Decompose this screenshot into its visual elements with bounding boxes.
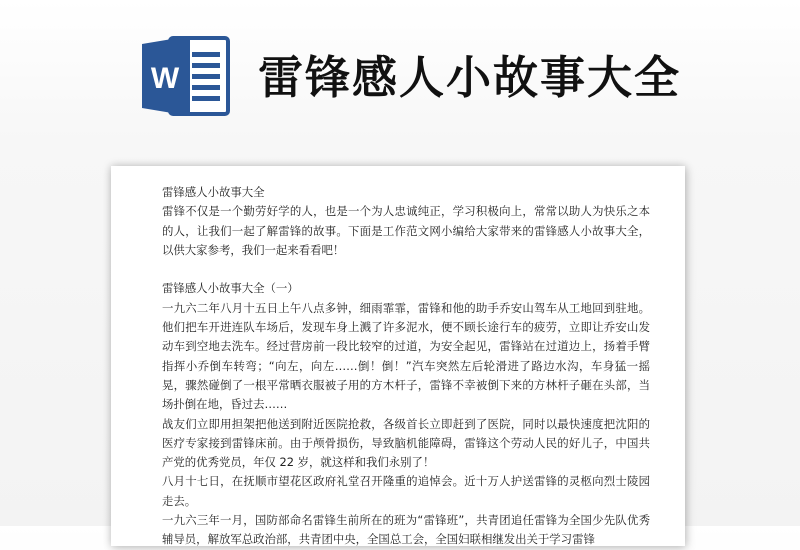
section-title: 雷锋感人小故事大全（一） — [162, 281, 299, 296]
word-document-icon — [140, 34, 232, 118]
paragraph: 一九六三年一月，国防部命名雷锋生前所在的班为“雷锋班”，共青团追任雷锋为全国少先队优秀辅导员，解放军总政治部，共青团中央，全国总工会，全国妇联相继发出关于学习雷锋 — [162, 513, 650, 547]
paragraph: 一九六二年八月十五日上午八点多钟，细雨霏霏，雷锋和他的助手乔安山驾车从工地回到驻地。他们把车开进连队车场后，发现车身上溅了许多泥水，便不顾长途行车的疲劳，立即让乔安山发动车到空地去洗车。经过营房前一段比较窄的过道，为安全起见，雷锋站在过道边上，扬着手臂指挥小乔倒车转弯；“向左，向左……倒！倒！”汽车突然左后轮滑进了路边水沟，车身猛一摇晃，骤然碰倒了一根平常晒衣服被子用的方木杆子，雷锋不幸被倒下来的方林杆子砸在头部，当场扑倒在地，昏过去…… — [162, 300, 650, 412]
page-title: 雷锋感人小故事大全 — [258, 51, 682, 104]
blank-line — [162, 260, 650, 279]
paragraph: 战友们立即用担架把他送到附近医院抢救，各级首长立即赶到了医院，同时以最快速度把沈阳的医疗专家接到雷锋床前。由于颅骨损伤，导致脑机能障碍，雷锋这个劳动人民的好儿子，中国共产党的优秀党员，年仅 22 岁，就这样和我们永别了！ — [162, 416, 650, 470]
document-body — [162, 183, 650, 550]
word-icon-letter: W — [150, 62, 180, 95]
document-intro: 雷锋不仅是一个勤劳好学的人，也是一个为人忠诚纯正，学习积极向上，常常以助人为快乐之本的人，让我们一起了解雷锋的故事。下面是工作范文网小编给大家带来的雷锋感人小故事大全，以供大家参考，我们一起来看看吧！ — [162, 204, 650, 257]
header-banner — [0, 0, 800, 150]
paragraph: 八月十七日，在抚顺市望花区政府礼堂召开隆重的追悼会。近十万人护送雷锋的灵柩向烈士陵园走去。 — [162, 474, 650, 508]
document-heading: 雷锋感人小故事大全 — [162, 185, 265, 199]
